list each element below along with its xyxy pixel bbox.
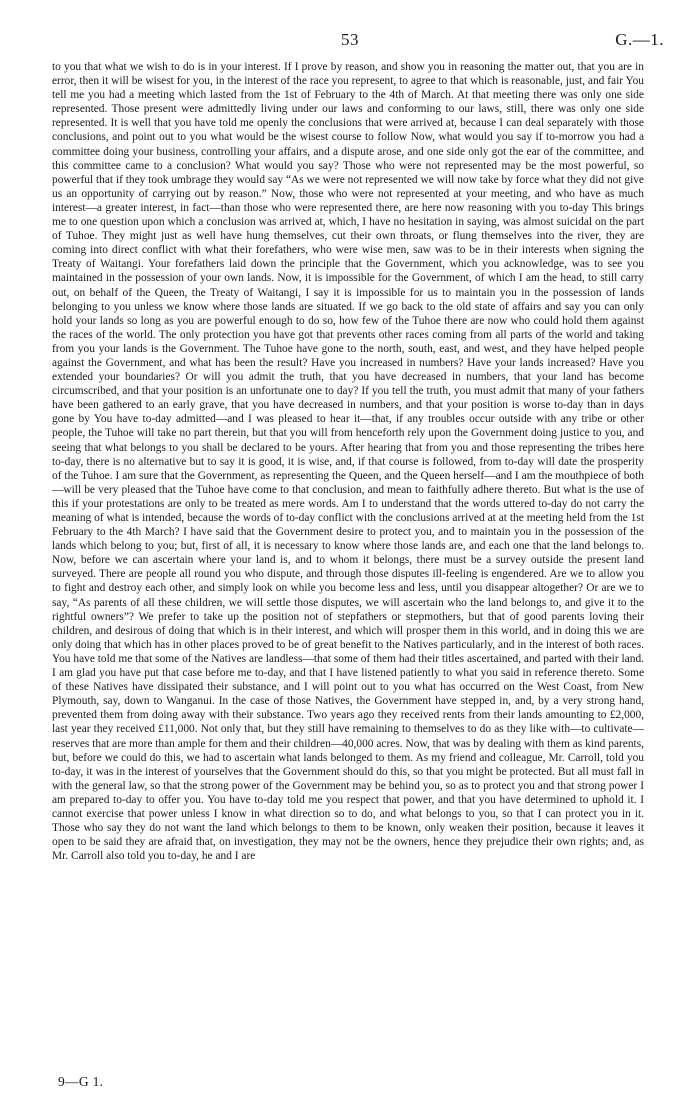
page-number: 53 (341, 30, 359, 49)
document-reference: G.—1. (615, 30, 664, 49)
printer-signature: 9—G 1. (58, 1074, 104, 1089)
body-paragraph: to you that what we wish to do is in your interest. If I prove by reason, and show you in reasoning the matter out, that you are in error, then it will be wisest for you, in the interest of the race you represent, to agree to that which is reasonable, just, and fair You tell me you had a meeting which lasted from the 1st of February to the 4th of March. At that meeting there was only one side represented. Those present were admittedly living under our laws and conforming to our laws, still, there was only one side represented. It is well that you have told me openly the conclusions that were arrived at, because I can deal separately with those conclusions, and point out to you what would be the wisest course to follow Now, what would you say if to-morrow you had a committee doing your business, controlling your affairs, and a dispute arose, and one side only got the ear of the committee, and this committee came to a conclusion? What would you say? Those who were not represented may be the most powerful, so powerful that if they took umbrage they would say “As we were not represented we will now take by force what they did not give us an opportunity of carrying out by reason.” Now, those who were not represented at your meeting, and who have as much interest—a greater interest, in fact—than those who were represented there, are here now reasoning with you to-day This brings me to one question upon which a conclusion was arrived at, which, I have no hesitation in saying, was almost suicidal on the part of Tuhoe. They might just as well have hung themselves, cut their own throats, or flung themselves into the river, they are coming into direct conflict with what their forefathers, who were wise men, saw was to be in their interests when signing the Treaty of Waitangi. Your forefathers laid down the principle that the Government, which you acknowledge, was to see you maintained in the possession of your own lands. Now, it is impossible for the Government, of which I am the head, to still carry out, on behalf of the Queen, the Treaty of Waitangi, I say it is impossible for us to maintain you in the possession of lands belonging to you unless we know where those lands are situated. If we go back to the old state of affairs and say you can only hold your lands so long as you are powerful enough to do so, how few of the Tuhoe there are now who could hold them against the races of the world. The only protection you have got that prevents other races coming from all parts of the world and taking from you your lands is the Government. The Tuhoe have gone to the north, south, east, and west, and they have helped people against the Government, and what has been the result? Have you increased in numbers? Have your lands increased? Have you extended your boundaries? Or will you admit the truth, that you have decreased in numbers, that your land has become circumscribed, and that your position is an unfortunate one to day? If you tell the truth, you must admit that many of your fathers have been gathered to an early grave, that you have decreased in numbers, and that your position is worse to-day than in days gone by You have to-day admitted—and I was pleased to hear it—that, if any troubles occur outside with any tribe or other people, the Tuhoe will take no part therein, but that you will from henceforth rely upon the Government doing justice to you, and seeing that what belongs to you shall be declared to be yours. After hearing that from you and those representing the tribes here to-day, there is no alternative but to say it is good, it is wise, and, if that course is followed, from to-day will date the prosperity of the Tuhoe. I am sure that the Government, as representing the Queen, and the Queen herself—and I am the mouthpiece of both—will be very pleased that the Tuhoe have come to that conclusion, and mean to faithfully adhere thereto. But what is the use of this if your protestations are only to be treated as mere words. Am I to understand that the words uttered to-day do not carry the meaning of what is intended, because the words of to-day conflict with the conclusions arrived at at the meeting held from the 1st February to the 4th March? I have said that the Government desire to protect you, and to maintain you in the possession of the lands which belong to you; but, first of all, it is necessary to know where those lands are, and each one that the land belongs to. Now, before we can ascertain where your land is, and to whom it belongs, there must be a survey outside the present land surveyed. There are people all round you who dispute, and through those disputes ill-feeling is engendered. Are we to allow you to fight and destroy each other, and simply look on while you become less and less, until you disappear altogether? Or are we to say, “As parents of all these children, we will settle those disputes, we will ascertain who the land belongs to, and give it to the rightful owners”? We prefer to take up the position not of stepfathers or stepmothers, but that of good parents loving their children, and desirous of doing that which is in their interest, and which will prosper them in this world, and in doing this we are only doing that which has in other places proved to be of great benefit to the Natives particularly, and in the interest of both races. You have told me that some of the Natives are landless—that some of them had their titles ascertained, and parted with their land. I am glad you have put that case before me to-day, and that I have listened patiently to what you said in reference thereto. Some of these Natives have dissipated their substance, and I will point out to you what has occurred on the West Coast, from New Plymouth, say, down to Wanganui. In the case of those Natives, the Government have stepped in, and, by a very strong hand, prevented them from doing away with their substance. Two years ago they received rents from their lands amounting to £2,000, last year they received £11,000. Not only that, but they still have remaining to themselves to do as they like with—to cultivate—reserves that are more than ample for them and their children—40,000 acres. Now, that was by dealing with them as kind parents, but, before we could do this, we had to ascertain what lands belonged to them. As my friend and colleague, Mr. Carroll, told you to-day, it was in the interest of yourselves that the Government should do this, so that you might be protected. But all must fall in with the general law, so that the strong power of the Government may be behind you, so as to protect you and that strong power I am prepared to-day to offer you. You have to-day told me you respect that power, and that you have determined to uphold it. I cannot exercise that power unless I know in what direction so to do, and what belongs to you, so that I can protect you in it. Those who say they do not want the land which belongs to them to be known, only weaken their position, because it leaves it open to be said they are afraid that, on investigation, they may not be the owners, hence they prejudice their own rights; and, as Mr. Carroll also told you to-day, he and I are (52, 61, 644, 863)
